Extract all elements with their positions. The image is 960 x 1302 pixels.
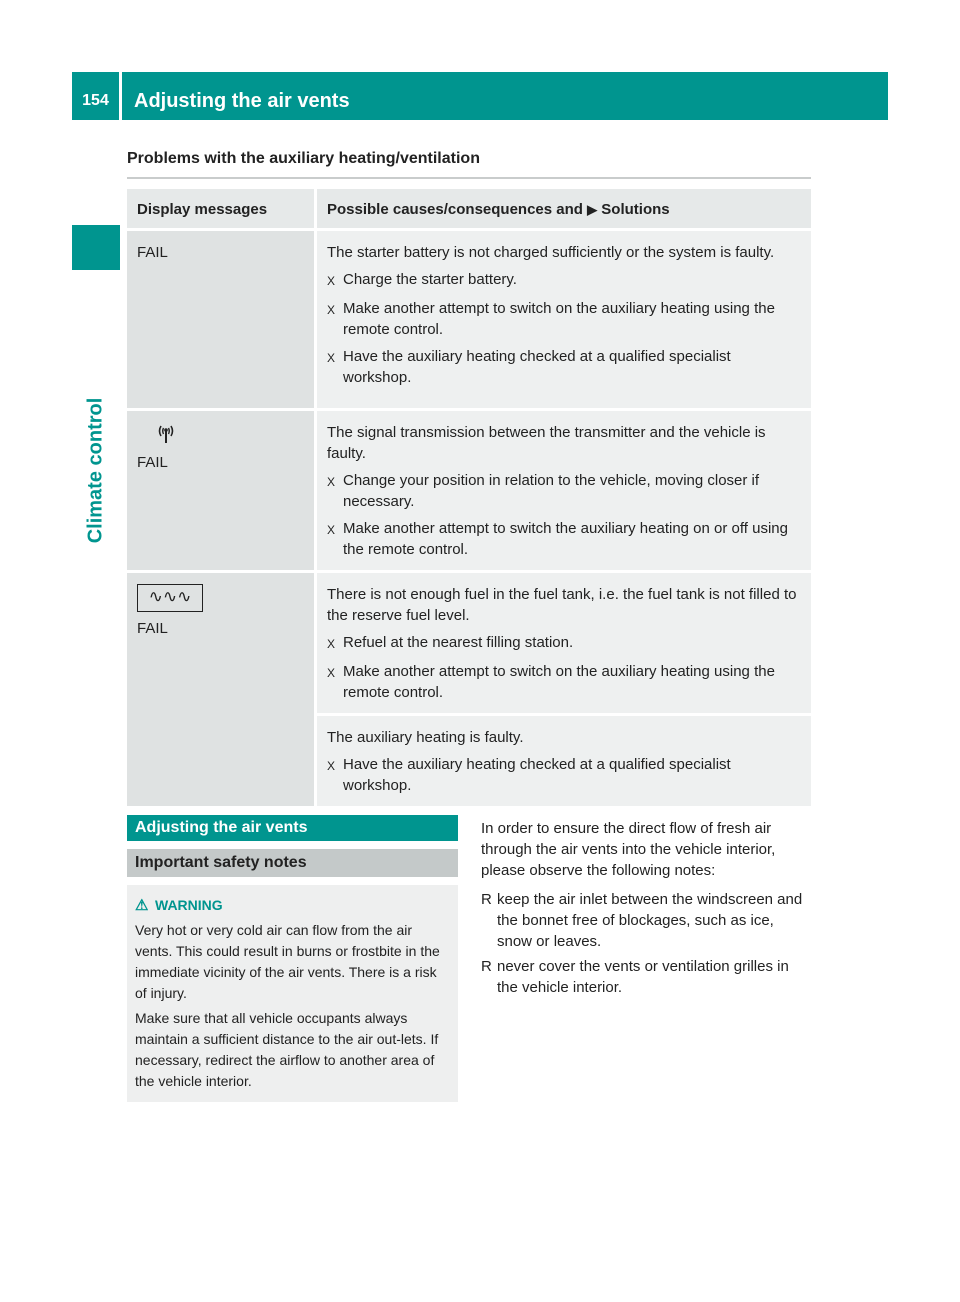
aux-heating-icon: ∿∿∿ [137,584,304,614]
table-row [127,411,811,570]
solutions-cell [317,716,811,806]
table-header-row [127,189,811,228]
solution-step [327,269,801,292]
step-arrow-icon: X [327,274,336,288]
step-arrow-icon: X [327,303,336,317]
table-row [127,573,811,713]
list-item-text: keep the air inlet between the windscreen and the bonnet free of blockages, such as ice, snow or leaves. [497,891,803,950]
cause-text: The auxiliary heating is faulty. [327,729,524,746]
list-item [481,956,813,998]
solution-step [327,346,801,388]
solutions-cell [317,411,811,570]
side-tab-label [72,275,120,665]
solution-step [327,754,801,796]
step-text: Make another attempt to switch the auxiliary heating on or off using the remote control. [343,520,788,558]
display-message-cell [127,573,317,806]
page-number: 154 [72,72,122,120]
vents-right-column [481,818,813,998]
display-message-cell [127,411,317,570]
step-arrow-icon: X [327,351,336,365]
col-header-display: Display messages [127,189,317,228]
solutions-cell [317,231,811,408]
step-arrow-icon: X [327,475,336,489]
warning-heading [135,895,450,916]
step-text: Make another attempt to switch on the auxiliary heating using the remote control. [343,300,775,338]
solution-step [327,470,801,512]
display-text: FAIL [137,620,168,637]
step-text: Change your position in relation to the vehicle, moving closer if necessary. [343,472,760,510]
col-header-causes-pre: Possible causes/consequences and [327,200,583,218]
safety-notes-title: Important safety notes [127,849,458,877]
warning-triangle-icon: ⚠ [135,897,149,914]
step-text: Have the auxiliary heating checked at a qualified specialist workshop. [343,756,731,794]
solution-step [327,632,801,655]
step-text: Make another attempt to switch on the auxiliary heating using the remote control. [343,663,775,701]
display-text: FAIL [137,454,168,471]
play-arrow-icon: ▶ [587,201,598,217]
display-text: FAIL [137,244,168,261]
antenna-icon [137,422,304,452]
col-header-causes [317,189,811,228]
solution-step [327,518,801,560]
vents-section-title: Adjusting the air vents [127,815,458,841]
vents-left-column [127,815,458,1102]
side-tab-text: Climate control [84,397,107,543]
step-arrow-icon: X [327,759,336,773]
cause-text: The starter battery is not charged sufficiently or the system is faulty. [327,244,775,261]
page-header [72,72,888,120]
warning-text: Very hot or very cold air can flow from the air vents. This could result in burns or frostbite in the immediate vicinity of the air vents. There is a risk of injury. [135,922,440,1001]
step-text: Charge the starter battery. [343,271,517,288]
col-header-causes-post: Solutions [601,200,670,218]
step-text: Refuel at the nearest filling station. [343,634,574,651]
warning-label: WARNING [155,897,223,913]
display-message-cell [127,231,317,408]
intro-text: In order to ensure the direct flow of fresh air through the air vents into the vehicle interior, please observe the following notes: [481,820,776,879]
cause-text: There is not enough fuel in the fuel tank, i.e. the fuel tank is not filled to the reserve fuel level. [327,586,797,624]
list-item-text: never cover the vents or ventilation grilles in the vehicle interior. [497,958,789,996]
warning-text: Make sure that all vehicle occupants always maintain a sufficient distance to the air out-lets. If necessary, redirect the airflow to another area of the vehicle interior. [135,1010,439,1089]
header-title: Adjusting the air vents [134,89,350,112]
step-arrow-icon: X [327,523,336,537]
solution-step [327,661,801,703]
step-arrow-icon: X [327,637,336,651]
bullet-icon: R [481,958,492,975]
list-item [481,889,813,952]
table-row [127,231,811,408]
step-arrow-icon: X [327,666,336,680]
bullet-icon: R [481,891,492,908]
warning-box [127,885,458,1102]
side-tab-marker [72,225,120,270]
cause-text: The signal transmission between the transmitter and the vehicle is faulty. [327,424,766,462]
solutions-cell [317,573,811,713]
solution-step [327,298,801,340]
problems-table [127,186,811,809]
step-text: Have the auxiliary heating checked at a qualified specialist workshop. [343,348,731,386]
title-divider [127,177,811,179]
problems-title: Problems with the auxiliary heating/ventilation [127,150,480,167]
